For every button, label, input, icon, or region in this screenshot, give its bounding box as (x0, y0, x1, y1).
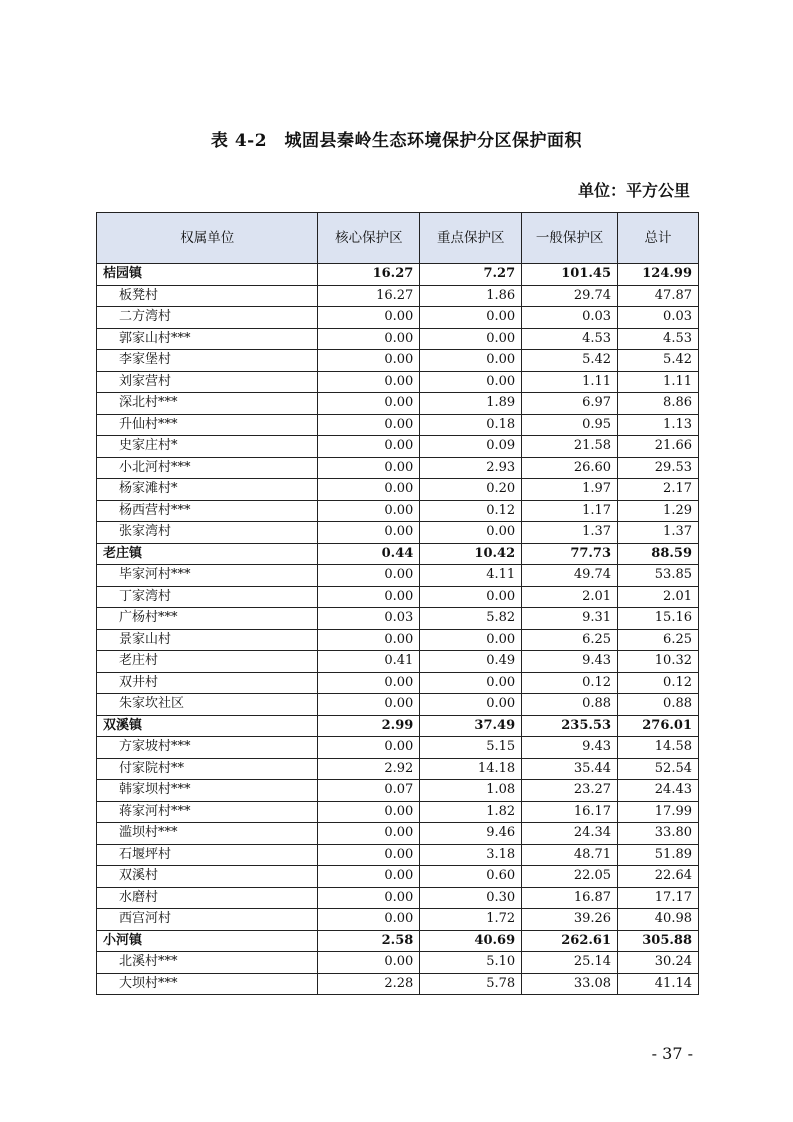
cell-general-zone: 6.97 (522, 393, 618, 415)
cell-key-zone: 14.18 (420, 758, 522, 780)
cell-owner-unit: 郭家山村*** (97, 328, 318, 350)
table-row-village (97, 565, 699, 587)
cell-core-zone: 0.00 (318, 866, 420, 888)
cell-total: 1.11 (618, 371, 699, 393)
cell-total: 30.24 (618, 952, 699, 974)
cell-key-zone: 1.72 (420, 909, 522, 931)
cell-general-zone: 16.17 (522, 801, 618, 823)
cell-total: 5.42 (618, 350, 699, 372)
cell-core-zone: 0.00 (318, 307, 420, 329)
cell-total: 2.17 (618, 479, 699, 501)
cell-core-zone: 0.00 (318, 414, 420, 436)
cell-core-zone: 0.41 (318, 651, 420, 673)
cell-key-zone: 40.69 (420, 930, 522, 952)
header-key-zone: 重点保护区 (420, 213, 522, 264)
cell-owner-unit: 毕家河村*** (97, 565, 318, 587)
cell-key-zone: 0.60 (420, 866, 522, 888)
cell-general-zone: 2.01 (522, 586, 618, 608)
cell-key-zone: 1.08 (420, 780, 522, 802)
cell-owner-unit: 二方湾村 (97, 307, 318, 329)
table-row-village (97, 414, 699, 436)
table-row-village (97, 672, 699, 694)
cell-general-zone: 26.60 (522, 457, 618, 479)
cell-total: 2.01 (618, 586, 699, 608)
cell-total: 124.99 (618, 264, 699, 286)
table-row-village (97, 866, 699, 888)
cell-key-zone: 0.12 (420, 500, 522, 522)
cell-total: 51.89 (618, 844, 699, 866)
table-row-town (97, 930, 699, 952)
cell-general-zone: 22.05 (522, 866, 618, 888)
cell-general-zone: 16.87 (522, 887, 618, 909)
cell-general-zone: 49.74 (522, 565, 618, 587)
cell-key-zone: 37.49 (420, 715, 522, 737)
table-row-village (97, 737, 699, 759)
cell-general-zone: 6.25 (522, 629, 618, 651)
cell-core-zone: 2.92 (318, 758, 420, 780)
cell-total: 14.58 (618, 737, 699, 759)
cell-total: 15.16 (618, 608, 699, 630)
cell-core-zone: 0.00 (318, 479, 420, 501)
cell-general-zone: 21.58 (522, 436, 618, 458)
cell-key-zone: 0.49 (420, 651, 522, 673)
table-row-town (97, 543, 699, 565)
cell-core-zone: 16.27 (318, 264, 420, 286)
cell-key-zone: 0.00 (420, 629, 522, 651)
cell-total: 17.17 (618, 887, 699, 909)
table-row-town (97, 264, 699, 286)
cell-key-zone: 7.27 (420, 264, 522, 286)
cell-general-zone: 9.43 (522, 737, 618, 759)
cell-core-zone: 0.00 (318, 737, 420, 759)
table-row-village (97, 285, 699, 307)
cell-key-zone: 0.18 (420, 414, 522, 436)
cell-total: 41.14 (618, 973, 699, 995)
cell-total: 6.25 (618, 629, 699, 651)
cell-core-zone: 16.27 (318, 285, 420, 307)
cell-core-zone: 0.00 (318, 350, 420, 372)
cell-key-zone: 5.10 (420, 952, 522, 974)
cell-total: 0.88 (618, 694, 699, 716)
cell-general-zone: 29.74 (522, 285, 618, 307)
cell-owner-unit: 蒋家河村*** (97, 801, 318, 823)
table-row-village (97, 629, 699, 651)
cell-core-zone: 0.00 (318, 909, 420, 931)
table-row-village (97, 608, 699, 630)
cell-key-zone: 0.30 (420, 887, 522, 909)
cell-core-zone: 0.00 (318, 586, 420, 608)
cell-key-zone: 1.89 (420, 393, 522, 415)
cell-key-zone: 0.00 (420, 672, 522, 694)
cell-owner-unit: 张家湾村 (97, 522, 318, 544)
cell-general-zone: 101.45 (522, 264, 618, 286)
cell-owner-unit: 史家庄村* (97, 436, 318, 458)
cell-owner-unit: 方家坡村*** (97, 737, 318, 759)
cell-total: 8.86 (618, 393, 699, 415)
cell-core-zone: 0.00 (318, 500, 420, 522)
table-row-village (97, 780, 699, 802)
table-row-village (97, 651, 699, 673)
cell-general-zone: 25.14 (522, 952, 618, 974)
cell-core-zone: 0.00 (318, 844, 420, 866)
cell-key-zone: 0.00 (420, 586, 522, 608)
cell-owner-unit: 双溪镇 (97, 715, 318, 737)
cell-key-zone: 0.00 (420, 328, 522, 350)
cell-owner-unit: 双溪村 (97, 866, 318, 888)
header-core-zone: 核心保护区 (318, 213, 420, 264)
cell-general-zone: 235.53 (522, 715, 618, 737)
cell-owner-unit: 景家山村 (97, 629, 318, 651)
table-title: 表 4-2 城固县秦岭生态环境保护分区保护面积 (210, 131, 583, 151)
table-row-village (97, 887, 699, 909)
cell-core-zone: 0.00 (318, 823, 420, 845)
cell-general-zone: 33.08 (522, 973, 618, 995)
cell-owner-unit: 小河镇 (97, 930, 318, 952)
cell-owner-unit: 韩家坝村*** (97, 780, 318, 802)
cell-key-zone: 10.42 (420, 543, 522, 565)
table-row-village (97, 973, 699, 995)
table-row-village (97, 307, 699, 329)
cell-owner-unit: 杨家滩村* (97, 479, 318, 501)
cell-owner-unit: 刘家营村 (97, 371, 318, 393)
table-row-village (97, 479, 699, 501)
cell-owner-unit: 水磨村 (97, 887, 318, 909)
cell-key-zone: 4.11 (420, 565, 522, 587)
cell-core-zone: 0.03 (318, 608, 420, 630)
cell-core-zone: 0.00 (318, 457, 420, 479)
cell-total: 88.59 (618, 543, 699, 565)
cell-general-zone: 1.11 (522, 371, 618, 393)
cell-owner-unit: 小北河村*** (97, 457, 318, 479)
table-row-village (97, 823, 699, 845)
table-row-village (97, 371, 699, 393)
cell-key-zone: 0.00 (420, 350, 522, 372)
table-row-village (97, 522, 699, 544)
cell-key-zone: 3.18 (420, 844, 522, 866)
table-row-village (97, 436, 699, 458)
cell-core-zone: 0.07 (318, 780, 420, 802)
cell-owner-unit: 大坝村*** (97, 973, 318, 995)
cell-general-zone: 1.17 (522, 500, 618, 522)
cell-owner-unit: 李家堡村 (97, 350, 318, 372)
cell-general-zone: 0.12 (522, 672, 618, 694)
cell-total: 1.29 (618, 500, 699, 522)
cell-owner-unit: 西宫河村 (97, 909, 318, 931)
cell-core-zone: 0.00 (318, 522, 420, 544)
table-body (97, 264, 699, 995)
table-row-village (97, 586, 699, 608)
cell-total: 52.54 (618, 758, 699, 780)
table-row-village (97, 328, 699, 350)
cell-owner-unit: 升仙村*** (97, 414, 318, 436)
cell-key-zone: 5.78 (420, 973, 522, 995)
cell-key-zone: 0.00 (420, 694, 522, 716)
cell-general-zone: 1.37 (522, 522, 618, 544)
cell-core-zone: 0.00 (318, 328, 420, 350)
cell-general-zone: 23.27 (522, 780, 618, 802)
table-row-village (97, 500, 699, 522)
cell-core-zone: 0.00 (318, 371, 420, 393)
cell-general-zone: 77.73 (522, 543, 618, 565)
cell-core-zone: 0.44 (318, 543, 420, 565)
cell-general-zone: 24.34 (522, 823, 618, 845)
cell-total: 21.66 (618, 436, 699, 458)
table-row-village (97, 350, 699, 372)
cell-core-zone: 0.00 (318, 393, 420, 415)
cell-key-zone: 0.00 (420, 371, 522, 393)
cell-general-zone: 9.43 (522, 651, 618, 673)
cell-owner-unit: 付家院村** (97, 758, 318, 780)
header-total: 总计 (618, 213, 699, 264)
cell-core-zone: 0.00 (318, 672, 420, 694)
cell-key-zone: 0.09 (420, 436, 522, 458)
header-owner-unit: 权属单位 (97, 213, 318, 264)
cell-total: 305.88 (618, 930, 699, 952)
cell-key-zone: 1.86 (420, 285, 522, 307)
table-row-village (97, 393, 699, 415)
table-row-village (97, 801, 699, 823)
cell-total: 10.32 (618, 651, 699, 673)
cell-owner-unit: 北溪村*** (97, 952, 318, 974)
unit-label: 单位：平方公里 (577, 181, 690, 200)
cell-total: 4.53 (618, 328, 699, 350)
cell-key-zone: 5.82 (420, 608, 522, 630)
cell-total: 40.98 (618, 909, 699, 931)
cell-key-zone: 2.93 (420, 457, 522, 479)
cell-total: 33.80 (618, 823, 699, 845)
cell-total: 1.37 (618, 522, 699, 544)
cell-core-zone: 2.58 (318, 930, 420, 952)
cell-core-zone: 2.99 (318, 715, 420, 737)
cell-core-zone: 0.00 (318, 565, 420, 587)
cell-owner-unit: 滥坝村*** (97, 823, 318, 845)
cell-general-zone: 0.03 (522, 307, 618, 329)
cell-key-zone: 0.00 (420, 307, 522, 329)
cell-total: 22.64 (618, 866, 699, 888)
cell-general-zone: 35.44 (522, 758, 618, 780)
cell-owner-unit: 老庄镇 (97, 543, 318, 565)
cell-total: 53.85 (618, 565, 699, 587)
cell-total: 24.43 (618, 780, 699, 802)
cell-core-zone: 2.28 (318, 973, 420, 995)
cell-core-zone: 0.00 (318, 801, 420, 823)
cell-total: 47.87 (618, 285, 699, 307)
cell-general-zone: 39.26 (522, 909, 618, 931)
cell-owner-unit: 杨西营村*** (97, 500, 318, 522)
table-row-village (97, 909, 699, 931)
cell-total: 29.53 (618, 457, 699, 479)
cell-general-zone: 0.88 (522, 694, 618, 716)
cell-general-zone: 1.97 (522, 479, 618, 501)
cell-owner-unit: 丁家湾村 (97, 586, 318, 608)
cell-owner-unit: 朱家坎社区 (97, 694, 318, 716)
cell-core-zone: 0.00 (318, 436, 420, 458)
cell-core-zone: 0.00 (318, 629, 420, 651)
cell-core-zone: 0.00 (318, 887, 420, 909)
cell-general-zone: 262.61 (522, 930, 618, 952)
cell-general-zone: 5.42 (522, 350, 618, 372)
cell-key-zone: 0.00 (420, 522, 522, 544)
cell-general-zone: 9.31 (522, 608, 618, 630)
cell-owner-unit: 深北村*** (97, 393, 318, 415)
cell-owner-unit: 桔园镇 (97, 264, 318, 286)
cell-total: 1.13 (618, 414, 699, 436)
table-row-town (97, 715, 699, 737)
table-row-village (97, 694, 699, 716)
cell-general-zone: 0.95 (522, 414, 618, 436)
cell-general-zone: 48.71 (522, 844, 618, 866)
cell-owner-unit: 石堰坪村 (97, 844, 318, 866)
table-row-village (97, 952, 699, 974)
protection-area-table (96, 212, 699, 995)
cell-core-zone: 0.00 (318, 952, 420, 974)
cell-core-zone: 0.00 (318, 694, 420, 716)
cell-owner-unit: 双井村 (97, 672, 318, 694)
page-number: - 37 - (651, 1044, 693, 1063)
cell-total: 276.01 (618, 715, 699, 737)
header-general-zone: 一般保护区 (522, 213, 618, 264)
cell-owner-unit: 广杨村*** (97, 608, 318, 630)
table-header-row (97, 213, 699, 264)
cell-owner-unit: 老庄村 (97, 651, 318, 673)
cell-total: 0.12 (618, 672, 699, 694)
cell-key-zone: 0.20 (420, 479, 522, 501)
cell-general-zone: 4.53 (522, 328, 618, 350)
table-row-village (97, 844, 699, 866)
cell-key-zone: 9.46 (420, 823, 522, 845)
cell-key-zone: 1.82 (420, 801, 522, 823)
table-row-village (97, 758, 699, 780)
cell-total: 0.03 (618, 307, 699, 329)
cell-key-zone: 5.15 (420, 737, 522, 759)
table-row-village (97, 457, 699, 479)
cell-owner-unit: 板凳村 (97, 285, 318, 307)
cell-total: 17.99 (618, 801, 699, 823)
